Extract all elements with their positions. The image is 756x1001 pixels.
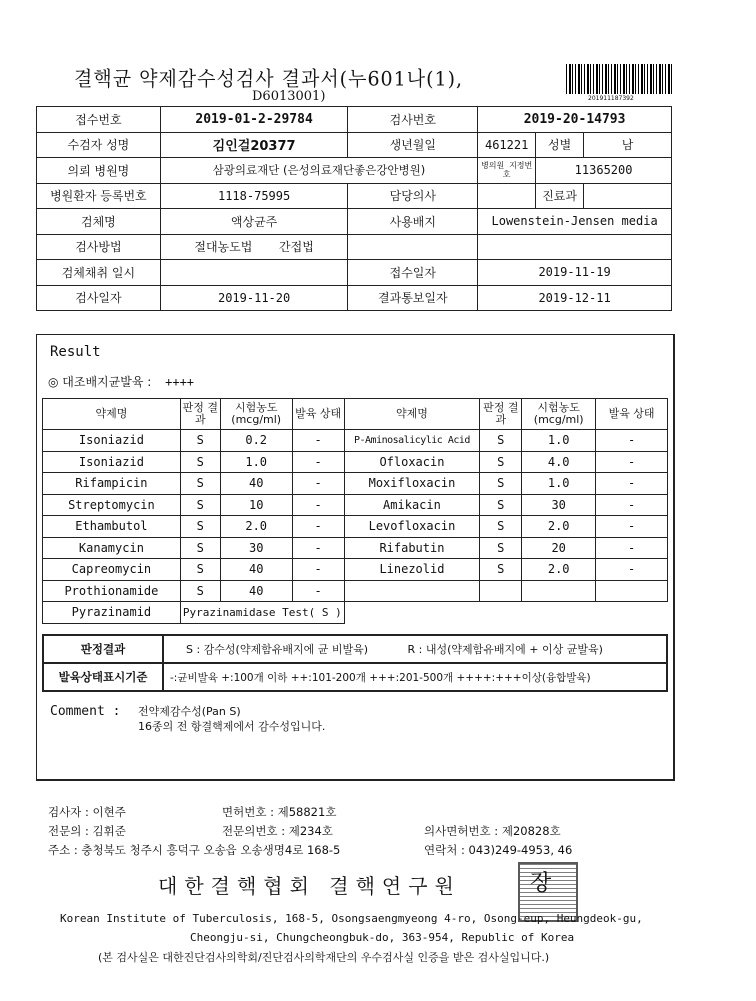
right-drug-cell: Rifabutin (344, 537, 480, 559)
right-drug-cell: Ofloxacin (344, 451, 480, 473)
growth-legend-label: 발육상태표시기준 (43, 663, 163, 691)
right-conc-cell (522, 580, 596, 602)
right-growth-cell: - (596, 494, 668, 516)
doctor-license-no: 의사면허번호 : 제20828호 (424, 824, 561, 838)
method-label: 검사방법 (37, 234, 161, 260)
birth-date: 461221 (478, 132, 536, 158)
judge-legend (163, 635, 667, 663)
hospital-code-label: 병의원 지정번호 (478, 158, 536, 184)
table-row (43, 494, 668, 516)
right-growth-cell: - (596, 451, 668, 473)
table-row-pyrazinamide (43, 602, 668, 624)
english-address-line-2: Cheongju-si, Chungcheongbuk-do, 363-954, Republic of Korea (190, 931, 575, 944)
received-date: 2019-11-19 (478, 260, 672, 286)
barcode (566, 64, 674, 94)
left-growth-cell: - (292, 580, 344, 602)
right-judge-cell: S (480, 559, 522, 581)
left-conc-cell: 10 (220, 494, 292, 516)
sex-label: 성별 (536, 132, 584, 158)
right-growth-cell: - (596, 516, 668, 538)
method-absolute: 절대농도법 (194, 240, 253, 255)
right-judge-cell: S (480, 516, 522, 538)
method-blank (348, 234, 478, 260)
right-judge-cell: S (480, 451, 522, 473)
left-drug-cell: Isoniazid (43, 451, 181, 473)
drug-susceptibility-table (42, 398, 668, 624)
patient-reg-no: 1118-75995 (160, 183, 348, 209)
specialist: 전문의 : 김휘준 (48, 824, 126, 838)
dept-name (584, 183, 672, 209)
left-growth-cell: - (292, 516, 344, 538)
barcode-number: 201911187392 (588, 95, 634, 102)
dept-label: 진료과 (536, 183, 584, 209)
specialist-no: 전문의번호 : 제234호 (222, 824, 333, 838)
left-conc-cell: 0.2 (220, 430, 292, 452)
left-growth-cell: - (292, 473, 344, 495)
left-conc-cell: 1.0 (220, 451, 292, 473)
specimen-label: 검체명 (37, 209, 161, 235)
header-conc-left: 시험농도 (mcg/ml) (220, 399, 292, 430)
control-growth-value: ++++ (165, 375, 195, 389)
empty-cell (480, 602, 522, 624)
left-judge-cell: S (180, 430, 220, 452)
right-judge-cell (480, 580, 522, 602)
organization-name: 대한결핵협회 결핵연구원 (158, 874, 461, 898)
method-blank-2 (478, 234, 672, 260)
left-drug-cell: Isoniazid (43, 430, 181, 452)
medium-label: 사용배지 (348, 209, 478, 235)
birth-label: 생년월일 (348, 132, 478, 158)
control-growth (48, 373, 194, 390)
empty-cell (596, 602, 668, 624)
contact: 연락처 : 043)249-4953, 46 (424, 843, 573, 857)
receipt-no: 2019-01-2-29784 (160, 107, 348, 133)
right-conc-cell: 2.0 (522, 559, 596, 581)
table-row (43, 451, 668, 473)
table-row (43, 559, 668, 581)
comment-label: Comment : (50, 704, 121, 719)
left-judge-cell: S (180, 494, 220, 516)
sex: 남 (584, 132, 672, 158)
address: 주소 : 충청북도 청주시 흥덕구 오송읍 오송생명4로 168-5 (48, 843, 341, 857)
left-judge-cell: S (180, 473, 220, 495)
empty-cell (522, 602, 596, 624)
header-conc-right: 시험농도 (mcg/ml) (522, 399, 596, 430)
document-title-continued: D6013001) (252, 89, 326, 102)
license-no: 면허번호 : 제58821호 (222, 805, 337, 819)
left-conc-cell: 30 (220, 537, 292, 559)
right-drug-cell: Amikacin (344, 494, 480, 516)
header-growth-right: 발육 상태 (596, 399, 668, 430)
collect-date (160, 260, 348, 286)
empty-cell (344, 602, 480, 624)
left-conc-cell: 2.0 (220, 516, 292, 538)
doctor-name (478, 183, 536, 209)
right-conc-cell: 20 (522, 537, 596, 559)
left-judge-cell: S (180, 516, 220, 538)
left-drug-cell: Kanamycin (43, 537, 181, 559)
hospital-name: 삼광의료재단 (은성의료재단좋은강안병원) (160, 158, 477, 184)
left-growth-cell: - (292, 494, 344, 516)
right-judge-cell: S (480, 494, 522, 516)
left-judge-cell: S (180, 580, 220, 602)
tested-label: 검사일자 (37, 285, 161, 311)
examiner: 검사자 : 이현주 (48, 805, 126, 819)
specimen: 액상균주 (160, 209, 348, 235)
received-label: 접수일자 (348, 260, 478, 286)
header-judge-right: 판정 결과 (480, 399, 522, 430)
patient-name-label: 수검자 성명 (37, 132, 161, 158)
header-growth-left: 발육 상태 (292, 399, 344, 430)
control-growth-label: ◎ 대조배지균발육 : (48, 375, 152, 389)
right-judge-cell: S (480, 430, 522, 452)
collect-label: 검체채취 일시 (37, 260, 161, 286)
pza-result-cell: Pyrazinamidase Test( S ) (180, 602, 344, 624)
left-conc-cell: 40 (220, 580, 292, 602)
certification-note: (본 검사실은 대한진단검사의학회/진단검사의학재단의 우수검사실 인증을 받은 검사실입니다.) (98, 951, 550, 964)
judge-s-text: S : 감수성(약제함유배지에 균 비발육) (186, 643, 369, 656)
method-indirect: 간접법 (279, 240, 314, 255)
table-row (43, 516, 668, 538)
left-drug-cell: Ethambutol (43, 516, 181, 538)
left-judge-cell: S (180, 537, 220, 559)
hospital-label: 의뢰 병원명 (37, 158, 161, 184)
left-drug-cell: Prothionamide (43, 580, 181, 602)
right-growth-cell: - (596, 473, 668, 495)
test-no-label: 검사번호 (348, 107, 478, 133)
left-growth-cell: - (292, 430, 344, 452)
left-judge-cell: S (180, 451, 220, 473)
reported-date: 2019-12-11 (478, 285, 672, 311)
right-growth-cell (596, 580, 668, 602)
right-drug-cell: Moxifloxacin (344, 473, 480, 495)
patient-info-table (36, 106, 672, 311)
left-conc-cell: 40 (220, 559, 292, 581)
right-drug-cell: Levofloxacin (344, 516, 480, 538)
table-row (43, 580, 668, 602)
reported-label: 결과통보일자 (348, 285, 478, 311)
right-drug-cell: Linezolid (344, 559, 480, 581)
right-conc-cell: 30 (522, 494, 596, 516)
judge-legend-label: 판정결과 (43, 635, 163, 663)
comment-line-1: 전약제감수성(Pan S) (138, 705, 241, 718)
header-drug-right: 약제명 (344, 399, 480, 430)
patient-name: 김인걸20377 (160, 132, 348, 158)
table-row (43, 473, 668, 495)
right-growth-cell: - (596, 559, 668, 581)
header-drug-left: 약제명 (43, 399, 181, 430)
seal-character: 장 (530, 871, 552, 896)
growth-legend-text: -:균비발육 +:100개 이하 ++:101-200개 +++:201-500개 ++++:+++이상(융합발육) (163, 663, 667, 691)
right-conc-cell: 2.0 (522, 516, 596, 538)
right-judge-cell: S (480, 473, 522, 495)
doctor-label: 담당의사 (348, 183, 478, 209)
right-growth-cell: - (596, 430, 668, 452)
test-no: 2019-20-14793 (478, 107, 672, 133)
right-conc-cell: 1.0 (522, 473, 596, 495)
left-conc-cell: 40 (220, 473, 292, 495)
right-conc-cell: 1.0 (522, 430, 596, 452)
receipt-no-label: 접수번호 (37, 107, 161, 133)
left-drug-cell: Rifampicin (43, 473, 181, 495)
hospital-code: 11365200 (536, 158, 672, 184)
right-conc-cell: 4.0 (522, 451, 596, 473)
judge-r-text: R : 내성(약제함유배지에 + 이상 균발육) (407, 643, 603, 656)
right-drug-cell: P-Aminosalicylic Acid (344, 430, 480, 452)
comment-line-2: 16종의 전 항결핵제에서 감수성입니다. (138, 720, 326, 733)
result-title: Result (50, 344, 101, 360)
header-judge-left: 판정 결과 (180, 399, 220, 430)
right-judge-cell: S (480, 537, 522, 559)
right-drug-cell (344, 580, 480, 602)
left-growth-cell: - (292, 559, 344, 581)
medium: Lowenstein-Jensen media (478, 209, 672, 235)
left-drug-cell: Capreomycin (43, 559, 181, 581)
table-row (43, 537, 668, 559)
table-row (43, 430, 668, 452)
tested-date: 2019-11-20 (160, 285, 348, 311)
patient-reg-label: 병원환자 등록번호 (37, 183, 161, 209)
english-address-line-1: Korean Institute of Tuberculosis, 168-5, Osongsaengmyeong 4-ro, Osong-eup, Heungdeok-gu, (60, 912, 643, 925)
left-drug-cell: Streptomycin (43, 494, 181, 516)
left-growth-cell: - (292, 451, 344, 473)
document-title: 결핵균 약제감수성검사 결과서(누601나(1), (74, 67, 464, 91)
left-growth-cell: - (292, 537, 344, 559)
legend-table (42, 634, 668, 692)
right-growth-cell: - (596, 537, 668, 559)
left-judge-cell: S (180, 559, 220, 581)
method (160, 234, 348, 260)
pza-drug-cell: Pyrazinamid (43, 602, 181, 624)
